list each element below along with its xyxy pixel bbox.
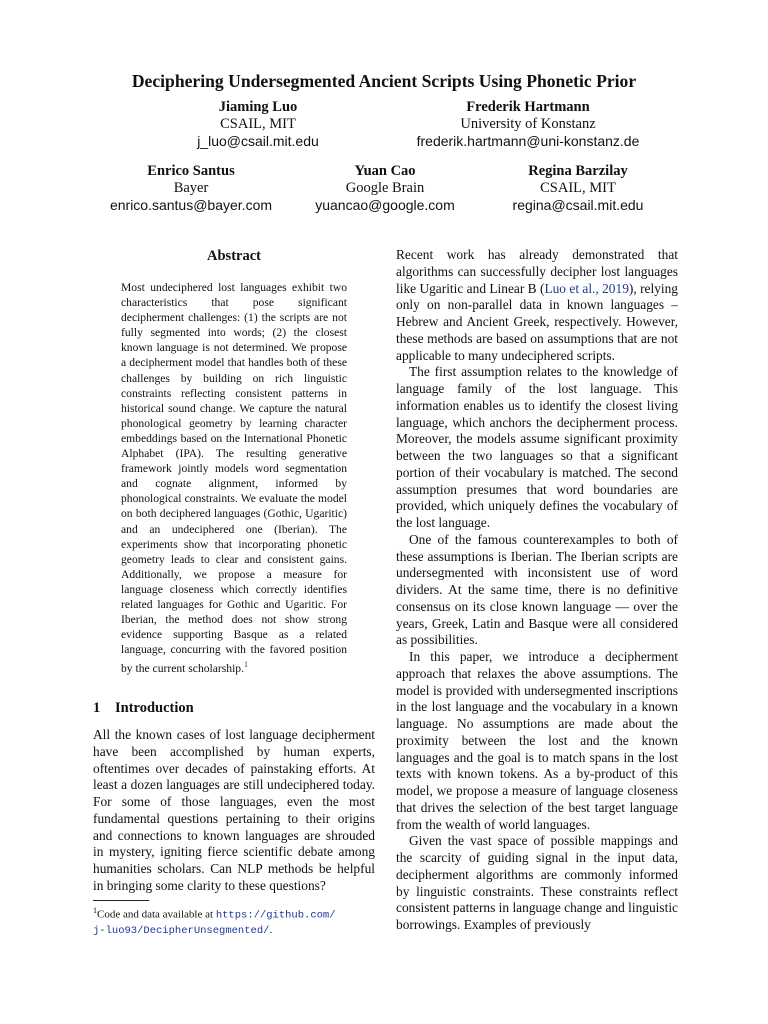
paragraph: The first assumption relates to the knowledge of language family of the lost language. This information enables us to identify the closest living language, which anchors the decipherment process. Moreover, the models assume significant proximity between the two languages so that a significant portion of their vocabulary is matched. The second assumption presumes that word boundaries are provided, which uniquely defines the vocabulary of the lost language.: [396, 364, 678, 530]
section-heading: [93, 700, 194, 717]
footnote-number: 1: [93, 906, 97, 915]
author-email[interactable]: regina@csail.mit.edu: [512, 197, 644, 213]
section-number: 1: [93, 700, 101, 716]
author-email[interactable]: j_luo@csail.mit.edu: [197, 133, 319, 149]
paragraph: One of the famous counterexamples to both of these assumptions is Iberian. The Iberian scripts are undersegmented with inconsistent use of word dividers. At the same time, there is no definitive consensus on its close known language — over the years, Greek, Latin and Basque were all considered as possibilities.: [396, 531, 678, 648]
intro-paragraph: All the known cases of lost language decipherment have been accomplished by human experts, oftentimes over decades of painstaking efforts. At least a dozen languages are still undeciphered today. For some of those languages, even the most fundamental questions pertaining to their origins and connections to known languages are shrouded in mystery, igniting fierce scientific debate among humanities scholars. Can NLP methods be helpful in bringing some clarity to these questions?: [93, 727, 375, 893]
footnote: [93, 904, 383, 938]
abstract-body-text: Most undeciphered lost languages exhibit two characteristics that pose significant decipherment challenges: (1) the scripts are not fully segmented into words; (2) the closest known language is not determined. We propose a decipherment model that handles both of these challenges by building on rich linguistic constraints reflecting consistent patterns in historical sound change. We capture the natural phonological geometry by learning character embeddings based on the International Phonetic Alphabet (IPA). The resulting generative framework jointly models word segmentation and cognate alignment, informed by phonological constraints. We evaluate the model on both deciphered languages (Gothic, Ugaritic) and an undeciphered one (Iberian). The experiments show that incorporating phonetic geometry leads to clear and consistent gains. Additionally, we propose a measure for language closeness which correctly identifies related languages for Gothic and Ugaritic. For Iberian, the method does not show strong evidence supporting Basque as a related language, concurring with the favored position by the current scholarship.: [121, 281, 347, 676]
paragraph-text: Recent work has already demonstrated that algorithms can successfully decipher lost languages like Ugaritic and Linear B (: [396, 247, 678, 296]
author-email[interactable]: enrico.santus@bayer.com: [109, 197, 273, 213]
citation-link[interactable]: Luo et al., 2019: [544, 280, 629, 296]
author-name: Yuan Cao: [354, 163, 416, 179]
footnote-marker[interactable]: 1: [244, 660, 248, 670]
right-column-text: [396, 247, 678, 934]
paper-title: Deciphering Undersegmented Ancient Scripts Using Phonetic Prior: [131, 71, 637, 91]
author-name: Enrico Santus: [147, 163, 235, 179]
paragraph-text: ), relying only on non-parallel data in known languages – Hebrew and Ancient Greek, respectively. However, these methods are based on assumptions that are not applicable to many undeciphered scripts.: [396, 280, 679, 363]
footnote-divider: [93, 900, 149, 901]
paragraph: [396, 247, 678, 364]
author-email[interactable]: yuancao@google.com: [315, 197, 455, 213]
paragraph: Given the vast space of possible mappings and the scarcity of guiding signal in the input data, decipherment algorithms are commonly informed by linguistic constraints. These constraints reflect consistent patterns in language change and linguistic borrowings. Examples of previously: [396, 833, 678, 932]
paragraph: In this paper, we introduce a decipherment approach that relaxes the above assumptions. The model is provided with undersegmented inscriptions in the lost language and the vocabulary in a known language. No assumptions are made about the proximity between the lost and the known languages and the goal is to match spans in the lost texts with known tokens. As a by-product of this model, we propose a measure of language closeness that drives the selection of the best target language from the wealth of world languages.: [396, 649, 678, 832]
author-name: Frederik Hartmann: [466, 99, 590, 115]
abstract-text: [121, 280, 347, 676]
author-affiliation: CSAIL, MIT: [220, 116, 296, 132]
author-affiliation: Bayer: [173, 180, 209, 196]
code-repo-link[interactable]: https://github.com/: [215, 909, 336, 922]
author-name: Jiaming Luo: [218, 99, 298, 115]
author-affiliation: University of Konstanz: [460, 116, 596, 132]
author-affiliation: CSAIL, MIT: [540, 180, 616, 196]
author-block: [118, 99, 398, 150]
author-email[interactable]: frederik.hartmann@uni-konstanz.de: [416, 133, 640, 149]
author-affiliation: Google Brain: [345, 180, 425, 196]
footnote-text: Code and data available at: [97, 908, 216, 921]
author-block: [373, 99, 683, 150]
section-title: Introduction: [115, 700, 194, 716]
footnote-end: .: [269, 923, 273, 936]
abstract-heading: Abstract: [207, 248, 261, 264]
author-name: Regina Barzilay: [528, 163, 628, 179]
author-block: [438, 163, 718, 214]
left-column-text: [93, 727, 375, 895]
code-repo-link-cont[interactable]: j-luo93/DecipherUnsegmented/: [93, 924, 270, 937]
